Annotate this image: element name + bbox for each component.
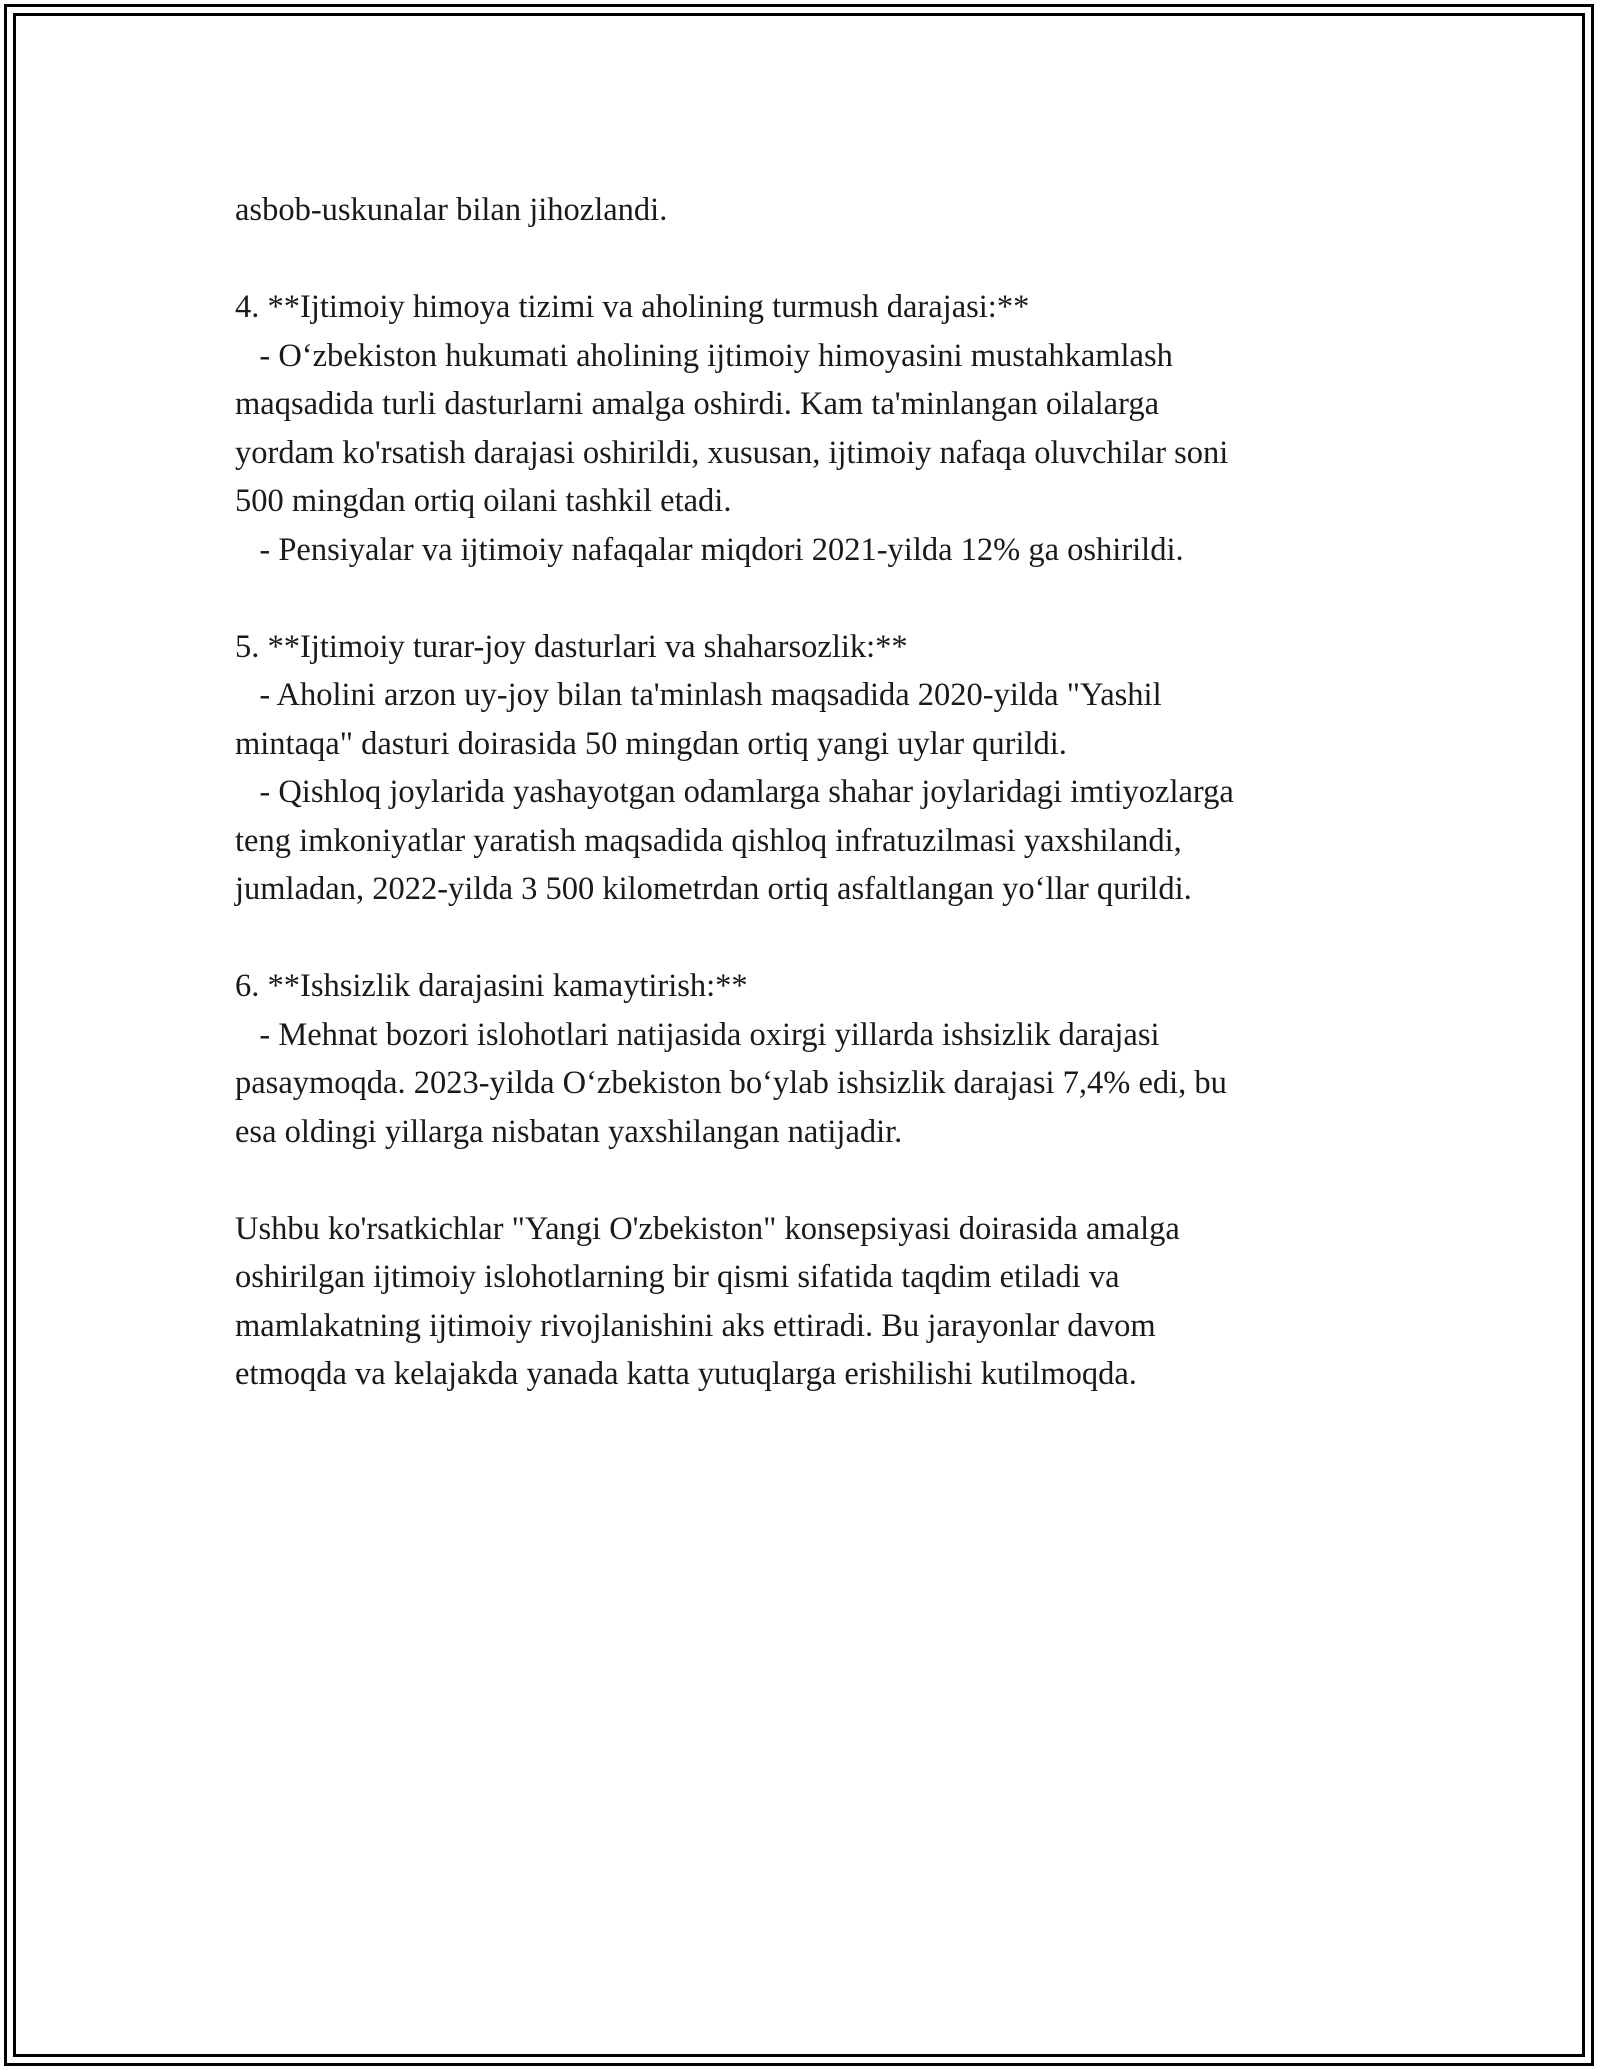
section-heading: 5. **Ijtimoiy turar-joy dasturlari va shaharsozlik:** bbox=[235, 628, 908, 665]
conclusion-paragraph bbox=[235, 1205, 1415, 1399]
section-line: pasaymoqda. 2023-yilda O‘zbekiston bo‘ylab ishsizlik darajasi 7,4% edi, bu bbox=[235, 1065, 1227, 1101]
section-line: mintaqa" dasturi doirasida 50 mingdan ortiq yangi uylar qurildi. bbox=[235, 725, 1067, 762]
section-line: - O‘zbekiston hukumati aholining ijtimoiy himoyasini mustahkamlash bbox=[235, 337, 1173, 374]
intro-line: asbob-uskunalar bilan jihozlandi. bbox=[235, 192, 668, 228]
paragraph-gap bbox=[235, 235, 1415, 284]
section-line: jumladan, 2022-yilda 3 500 kilometrdan ortiq asfaltlangan yo‘llar qurildi. bbox=[235, 871, 1192, 907]
section-line: - Pensiyalar va ijtimoiy nafaqalar miqdori 2021-yilda 12% ga oshirildi. bbox=[235, 531, 1184, 568]
paragraph-gap bbox=[235, 914, 1415, 963]
section-heading: 4. **Ijtimoiy himoya tizimi va aholining turmush darajasi:** bbox=[235, 289, 1030, 325]
section-unemployment bbox=[235, 962, 1415, 1156]
section-line: - Aholini arzon uy-joy bilan ta'minlash maqsadida 2020-yilda "Yashil bbox=[235, 677, 1162, 713]
conclusion-line: oshirilgan ijtimoiy islohotlarning bir qismi sifatida taqdim etiladi va bbox=[235, 1259, 1120, 1295]
paragraph-gap bbox=[235, 574, 1415, 623]
document-body bbox=[235, 186, 1415, 1399]
conclusion-line: Ushbu ko'rsatkichlar "Yangi O'zbekiston" konsepsiyasi doirasida amalga bbox=[235, 1210, 1180, 1247]
section-line: teng imkoniyatlar yaratish maqsadida qishloq infratuzilmasi yaxshilandi, bbox=[235, 822, 1182, 859]
section-line: - Qishloq joylarida yashayotgan odamlarga shahar joylaridagi imtiyozlarga bbox=[235, 774, 1234, 810]
conclusion-line: etmoqda va kelajakda yanada katta yutuqlarga erishilishi kutilmoqda. bbox=[235, 1356, 1137, 1392]
conclusion-line: mamlakatning ijtimoiy rivojlanishini aks ettiradi. Bu jarayonlar davom bbox=[235, 1307, 1156, 1344]
section-line: - Mehnat bozori islohotlari natijasida oxirgi yillarda ishsizlik darajasi bbox=[235, 1016, 1160, 1053]
section-line: esa oldingi yillarga nisbatan yaxshilangan natijadir. bbox=[235, 1113, 903, 1150]
section-line: yordam ko'rsatish darajasi oshirildi, xususan, ijtimoiy nafaqa oluvchilar soni bbox=[235, 434, 1229, 471]
paragraph-gap bbox=[235, 1156, 1415, 1205]
section-housing bbox=[235, 623, 1415, 914]
section-heading: 6. **Ishsizlik darajasini kamaytirish:** bbox=[235, 968, 748, 1004]
section-social-protection bbox=[235, 283, 1415, 574]
section-line: 500 mingdan ortiq oilani tashkil etadi. bbox=[235, 483, 732, 519]
section-line: maqsadida turli dasturlarni amalga oshirdi. Kam ta'minlangan oilalarga bbox=[235, 386, 1160, 422]
